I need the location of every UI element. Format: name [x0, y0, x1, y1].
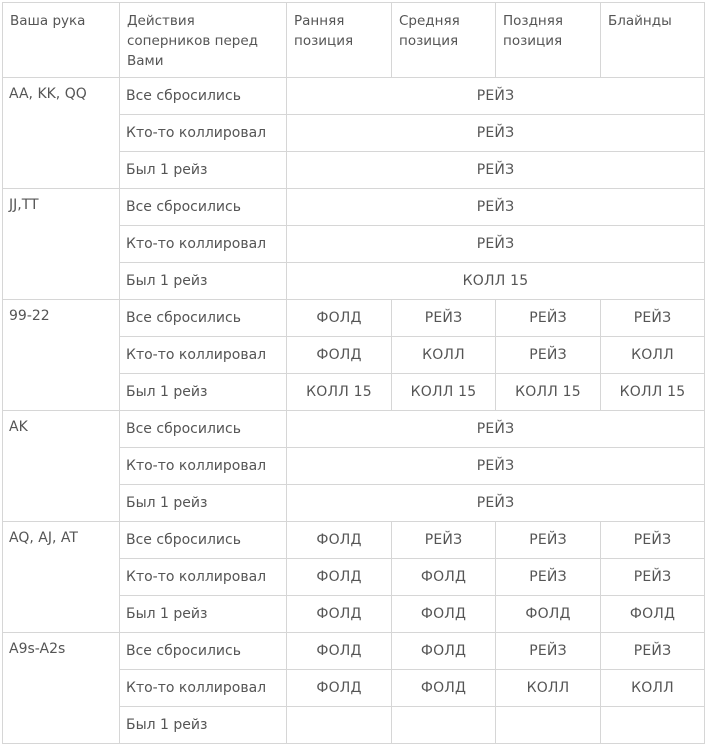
- decision-cell-blinds: КОЛЛ 15: [601, 374, 705, 411]
- table-row: [3, 300, 705, 337]
- decision-cell-middle: [392, 707, 496, 744]
- header-hand: Ваша рука: [3, 3, 120, 78]
- action-cell: Кто-то коллировал: [120, 670, 287, 707]
- action-cell: Был 1 рейз: [120, 485, 287, 522]
- action-cell: Был 1 рейз: [120, 374, 287, 411]
- action-cell: Все сбросились: [120, 411, 287, 448]
- decision-cell-middle: ФОЛД: [392, 670, 496, 707]
- decision-cell-late: КОЛЛ: [496, 670, 601, 707]
- decision-cell-early: ФОЛД: [287, 596, 392, 633]
- action-cell: Кто-то коллировал: [120, 448, 287, 485]
- hand-cell: AQ, AJ, AT: [3, 522, 120, 633]
- action-cell: Был 1 рейз: [120, 596, 287, 633]
- table-row: [3, 411, 705, 448]
- action-cell: Был 1 рейз: [120, 707, 287, 744]
- action-cell: Был 1 рейз: [120, 152, 287, 189]
- action-cell: Все сбросились: [120, 522, 287, 559]
- decision-cell-middle: ФОЛД: [392, 559, 496, 596]
- decision-cell-early: КОЛЛ 15: [287, 374, 392, 411]
- decision-cell-all-positions: КОЛЛ 15: [287, 263, 705, 300]
- header-row: [3, 3, 705, 78]
- decision-cell-late: ФОЛД: [496, 596, 601, 633]
- header-middle-position: Средняя позиция: [392, 3, 496, 78]
- decision-cell-middle: КОЛЛ: [392, 337, 496, 374]
- decision-cell-all-positions: РЕЙЗ: [287, 226, 705, 263]
- action-cell: Кто-то коллировал: [120, 115, 287, 152]
- decision-cell-middle: КОЛЛ 15: [392, 374, 496, 411]
- decision-cell-early: [287, 707, 392, 744]
- decision-cell-all-positions: РЕЙЗ: [287, 189, 705, 226]
- decision-cell-late: РЕЙЗ: [496, 337, 601, 374]
- decision-cell-all-positions: РЕЙЗ: [287, 152, 705, 189]
- decision-cell-all-positions: РЕЙЗ: [287, 411, 705, 448]
- action-cell: Был 1 рейз: [120, 263, 287, 300]
- action-cell: Кто-то коллировал: [120, 337, 287, 374]
- action-cell: Кто-то коллировал: [120, 559, 287, 596]
- decision-cell-middle: ФОЛД: [392, 633, 496, 670]
- decision-cell-blinds: РЕЙЗ: [601, 559, 705, 596]
- decision-cell-early: ФОЛД: [287, 337, 392, 374]
- decision-cell-middle: РЕЙЗ: [392, 300, 496, 337]
- decision-cell-blinds: ФОЛД: [601, 596, 705, 633]
- header-late-position: Поздняя позиция: [496, 3, 601, 78]
- header-blinds: Блайнды: [601, 3, 705, 78]
- decision-cell-middle: ФОЛД: [392, 596, 496, 633]
- decision-cell-blinds: [601, 707, 705, 744]
- decision-cell-all-positions: РЕЙЗ: [287, 78, 705, 115]
- decision-cell-early: ФОЛД: [287, 559, 392, 596]
- hand-cell: A9s-A2s: [3, 633, 120, 744]
- action-cell: Кто-то коллировал: [120, 226, 287, 263]
- action-cell: Все сбросились: [120, 633, 287, 670]
- decision-cell-late: РЕЙЗ: [496, 559, 601, 596]
- decision-cell-early: ФОЛД: [287, 670, 392, 707]
- table-row: [3, 78, 705, 115]
- hand-cell: AA, KK, QQ: [3, 78, 120, 189]
- decision-cell-blinds: РЕЙЗ: [601, 633, 705, 670]
- table-row: [3, 189, 705, 226]
- decision-cell-all-positions: РЕЙЗ: [287, 115, 705, 152]
- decision-cell-early: ФОЛД: [287, 633, 392, 670]
- decision-cell-blinds: КОЛЛ: [601, 337, 705, 374]
- header-opponent-actions: Действия соперников перед Вами: [120, 3, 287, 78]
- decision-cell-all-positions: РЕЙЗ: [287, 485, 705, 522]
- decision-cell-early: ФОЛД: [287, 522, 392, 559]
- action-cell: Все сбросились: [120, 78, 287, 115]
- table-body: [3, 78, 705, 744]
- decision-cell-blinds: КОЛЛ: [601, 670, 705, 707]
- table-header: [3, 3, 705, 78]
- decision-cell-late: РЕЙЗ: [496, 300, 601, 337]
- decision-cell-middle: РЕЙЗ: [392, 522, 496, 559]
- action-cell: Все сбросились: [120, 189, 287, 226]
- hand-cell: 99-22: [3, 300, 120, 411]
- strategy-table: [2, 2, 705, 744]
- decision-cell-blinds: РЕЙЗ: [601, 522, 705, 559]
- decision-cell-all-positions: РЕЙЗ: [287, 448, 705, 485]
- decision-cell-blinds: РЕЙЗ: [601, 300, 705, 337]
- table-row: [3, 633, 705, 670]
- decision-cell-early: ФОЛД: [287, 300, 392, 337]
- decision-cell-late: РЕЙЗ: [496, 522, 601, 559]
- decision-cell-late: КОЛЛ 15: [496, 374, 601, 411]
- hand-cell: JJ,TT: [3, 189, 120, 300]
- table-row: [3, 522, 705, 559]
- decision-cell-late: [496, 707, 601, 744]
- decision-cell-late: РЕЙЗ: [496, 633, 601, 670]
- hand-cell: AK: [3, 411, 120, 522]
- header-early-position: Ранняя позиция: [287, 3, 392, 78]
- action-cell: Все сбросились: [120, 300, 287, 337]
